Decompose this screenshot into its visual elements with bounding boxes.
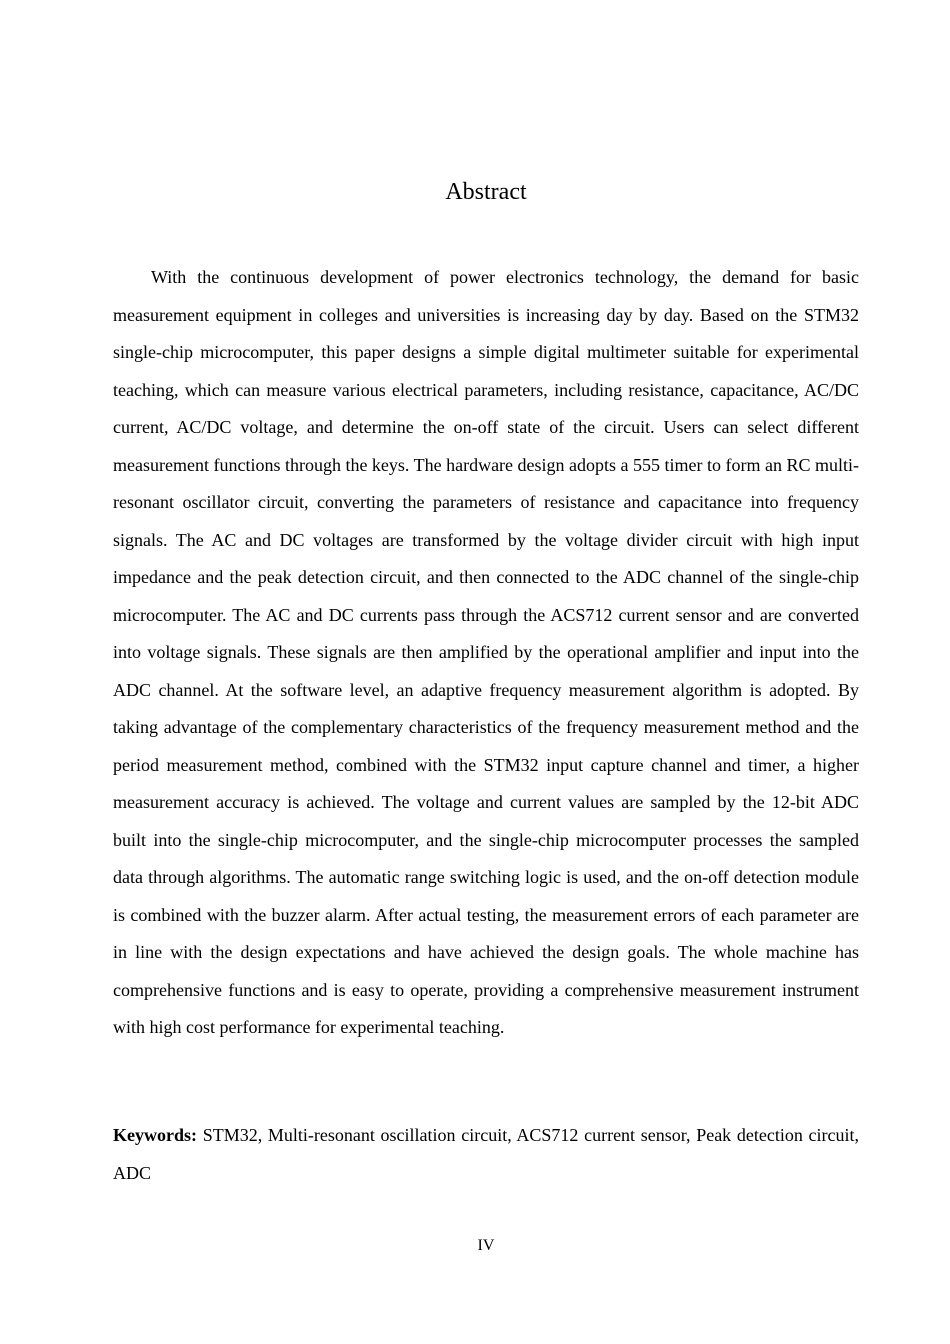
- abstract-paragraph: With the continuous development of power electronics technology, the demand for basic measurement equipment in colleges and universities is increasing day by day. Based on the STM32 single-chip microcomputer, this paper designs a simple digital multimeter suitable for experimental teaching, which can measure various electrical parameters, including resistance, capacitance, AC/DC current, AC/DC voltage, and determine the on-off state of the circuit. Users can select different measurement functions through the keys. The hardware design adopts a 555 timer to form an RC multi-resonant oscillator circuit, converting the parameters of resistance and capacitance into frequency signals. The AC and DC voltages are transformed by the voltage divider circuit with high input impedance and the peak detection circuit, and then connected to the ADC channel of the single-chip microcomputer. The AC and DC currents pass through the ACS712 current sensor and are converted into voltage signals. These signals are then amplified by the operational amplifier and input into the ADC channel. At the software level, an adaptive frequency measurement algorithm is adopted. By taking advantage of the complementary characteristics of the frequency measurement method and the period measurement method, combined with the STM32 input capture channel and timer, a higher measurement accuracy is achieved. The voltage and current values are sampled by the 12-bit ADC built into the single-chip microcomputer, and the single-chip microcomputer processes the sampled data through algorithms. The automatic range switching logic is used, and the on-off detection module is combined with the buzzer alarm. After actual testing, the measurement errors of each parameter are in line with the design expectations and have achieved the design goals. The whole machine has comprehensive functions and is easy to operate, providing a comprehensive measurement instrument with high cost performance for experimental teaching.: [113, 267, 859, 1037]
- page-number: IV: [477, 1237, 495, 1254]
- keywords-paragraph: [113, 1117, 859, 1192]
- keywords-label: Keywords:: [113, 1125, 197, 1145]
- keywords-text: STM32, Multi-resonant oscillation circuit, ACS712 current sensor, Peak detection circuit, ADC: [113, 1125, 860, 1183]
- page-title: Abstract: [445, 179, 527, 205]
